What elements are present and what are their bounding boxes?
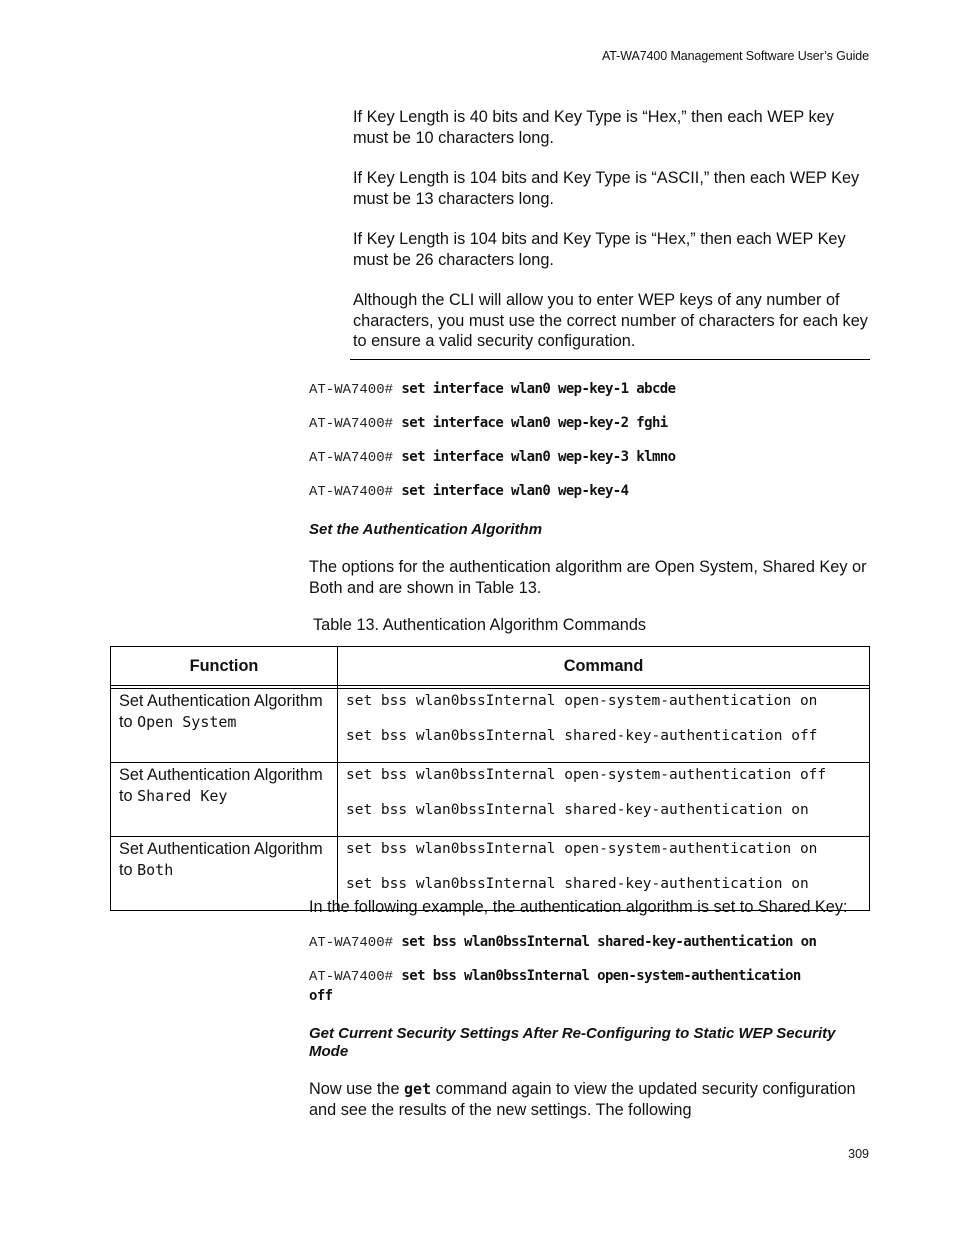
cli-command-line bbox=[309, 482, 628, 502]
cli-prompt: AT-WA7400# bbox=[309, 935, 402, 951]
running-header: AT-WA7400 Management Software User’s Guide bbox=[602, 49, 869, 63]
auth-intro-paragraph: The options for the authentication algorithm are Open System, Shared Key or Both and are shown in Table 13. bbox=[309, 558, 867, 597]
note-divider bbox=[350, 359, 870, 360]
inline-command: get bbox=[404, 1080, 432, 1098]
cli-prompt: AT-WA7400# bbox=[309, 416, 402, 432]
cli-command: set interface wlan0 wep-key-1 abcde bbox=[401, 381, 676, 397]
table-row bbox=[111, 763, 870, 837]
note-paragraph: If Key Length is 40 bits and Key Type is “Hex,” then each WEP key must be 10 characters long. bbox=[353, 108, 834, 147]
cli-prompt: AT-WA7400# bbox=[309, 450, 402, 466]
note-paragraph: If Key Length is 104 bits and Key Type is “ASCII,” then each WEP Key must be 13 characters long. bbox=[353, 169, 860, 208]
cli-prompt: AT-WA7400# bbox=[309, 382, 402, 398]
cli-command-line bbox=[309, 967, 801, 1006]
function-mode: Open System bbox=[137, 713, 237, 731]
cli-command-line bbox=[309, 933, 816, 953]
function-text: Set Authentication Algorithm to bbox=[119, 692, 323, 731]
command-line: set bss wlan0bssInternal shared-key-authentication on bbox=[346, 802, 809, 818]
cli-command-line bbox=[309, 380, 675, 400]
cli-command: set interface wlan0 wep-key-3 klmno bbox=[401, 449, 676, 465]
function-mode: Both bbox=[137, 861, 174, 879]
table-header-row bbox=[111, 647, 870, 686]
cli-command: set interface wlan0 wep-key-2 fghi bbox=[401, 415, 668, 431]
function-text: Set Authentication Algorithm to bbox=[119, 766, 323, 805]
cli-command-line bbox=[309, 448, 675, 468]
column-header-command: Command bbox=[338, 647, 870, 686]
auth-commands-table bbox=[110, 646, 870, 911]
command-line: set bss wlan0bssInternal shared-key-authentication on bbox=[346, 876, 809, 892]
note-paragraph: Although the CLI will allow you to enter WEP keys of any number of characters, you must use the correct number of characters for each key to ensure a valid security configuration. bbox=[353, 291, 868, 350]
paragraph-text: Now use the bbox=[309, 1080, 405, 1098]
command-cell bbox=[338, 689, 870, 763]
command-cell bbox=[338, 763, 870, 837]
wep-key-length-note bbox=[353, 107, 873, 372]
command-line: set bss wlan0bssInternal shared-key-authentication off bbox=[346, 728, 818, 744]
command-line: set bss wlan0bssInternal open-system-authentication on bbox=[346, 693, 818, 709]
function-cell bbox=[111, 763, 338, 837]
column-header-function: Function bbox=[111, 647, 338, 686]
function-mode: Shared Key bbox=[137, 787, 228, 805]
get-command-paragraph bbox=[309, 1079, 874, 1120]
page-number: 309 bbox=[848, 1147, 869, 1161]
command-line: set bss wlan0bssInternal open-system-authentication off bbox=[346, 767, 827, 783]
cli-prompt: AT-WA7400# bbox=[309, 484, 402, 500]
cli-prompt: AT-WA7400# bbox=[309, 969, 402, 985]
paragraph-text: command again to view the updated security configuration and see the results of the new settings. The following bbox=[309, 1080, 856, 1119]
note-paragraph: If Key Length is 104 bits and Key Type is “Hex,” then each WEP Key must be 26 characters long. bbox=[353, 230, 846, 269]
example-intro-paragraph: In the following example, the authentication algorithm is set to Shared Key: bbox=[309, 898, 848, 916]
command-line: set bss wlan0bssInternal open-system-authentication on bbox=[346, 841, 818, 857]
function-text: Set Authentication Algorithm to bbox=[119, 840, 323, 879]
table-caption: Table 13. Authentication Algorithm Commands bbox=[313, 616, 647, 634]
table-row bbox=[111, 689, 870, 763]
cli-command: set bss wlan0bssInternal shared-key-authentication on bbox=[401, 934, 817, 950]
cli-command-line bbox=[309, 414, 668, 434]
function-cell bbox=[111, 689, 338, 763]
cli-command: set interface wlan0 wep-key-4 bbox=[401, 483, 629, 499]
section-heading-auth: Set the Authentication Algorithm bbox=[309, 521, 543, 538]
function-cell bbox=[111, 837, 338, 911]
section-heading-get: Get Current Security Settings After Re-Configuring to Static WEP Security Mode bbox=[309, 1025, 836, 1060]
cli-command: set bss wlan0bssInternal open-system-authentication off bbox=[309, 968, 801, 1004]
